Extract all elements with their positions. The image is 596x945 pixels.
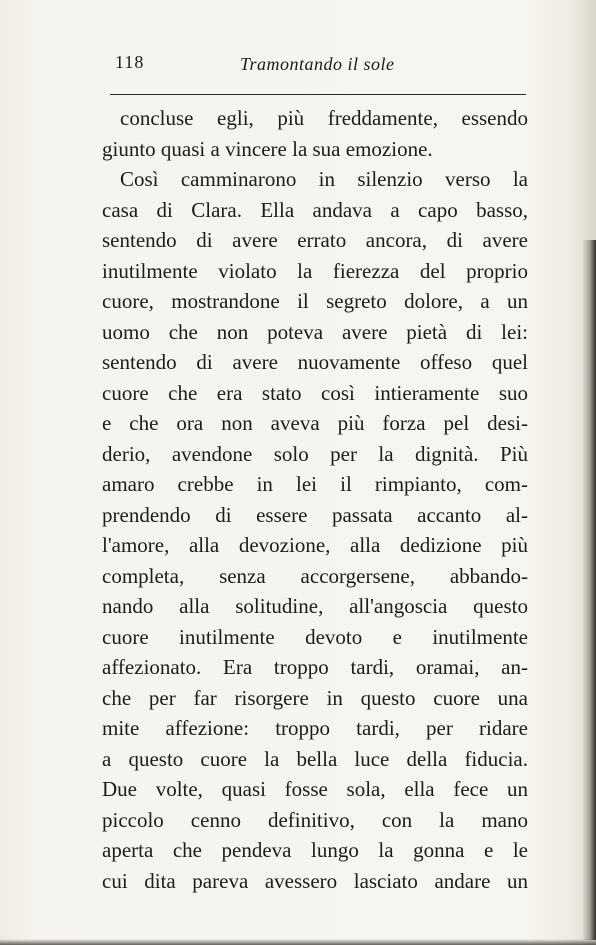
header-rule [110, 94, 526, 95]
text-line: l'amore, alla devozione, alla dedizione più [102, 533, 528, 557]
text-line: uomo che non poteva avere pietà di lei: [102, 319, 528, 344]
text-line: cuore che era stato così intieramente suo [102, 380, 528, 405]
text-line: concluse egli, più freddamente, essendo [120, 106, 528, 130]
text-line: cui dita pareva avessero lasciato andare un [102, 868, 528, 893]
text-line: mite affezione: troppo tardi, per ridare [102, 716, 528, 740]
text-line: cuore, mostrandone il segreto dolore, a un [102, 289, 528, 313]
page-bottom-shadow [0, 939, 596, 945]
text-line: affezionato. Era troppo tardi, oramai, an- [102, 655, 528, 679]
text-line: giunto quasi a vincere la sua emozione. [102, 136, 433, 161]
text-line: aperta che pendeva lungo la gonna e le [102, 838, 528, 862]
page-header [110, 52, 528, 78]
body-text [102, 103, 528, 896]
text-line: derio, avendone solo per la dignità. Più [102, 441, 528, 466]
text-line: che per far risorgere in questo cuore una [102, 685, 528, 710]
text-line: Così camminarono in silenzio verso la [120, 167, 528, 191]
text-line: sentendo di avere nuovamente offeso quel [102, 350, 528, 374]
text-line: amaro crebbe in lei il rimpianto, com- [102, 472, 528, 496]
running-title: Tramontando il sole [240, 54, 395, 74]
text-line: cuore inutilmente devoto e inutilmente [102, 624, 528, 649]
text-line: e che ora non aveva più forza pel desi- [102, 411, 528, 435]
text-line: sentendo di avere errato ancora, di avere [102, 228, 528, 252]
page-number: 118 [115, 52, 145, 72]
page-edge-shadow [582, 240, 596, 940]
text-line: casa di Clara. Ella andava a capo basso, [102, 197, 528, 222]
text-line: Due volte, quasi fosse sola, ella fece un [102, 777, 528, 801]
text-line: inutilmente violato la fierezza del proprio [102, 258, 528, 283]
text-line: piccolo cenno definitivo, con la mano [102, 807, 528, 832]
text-line: completa, senza accorgersene, abbando- [102, 563, 528, 588]
text-line: a questo cuore la bella luce della fiducia. [102, 746, 528, 771]
text-line: nando alla solitudine, all'angoscia questo [102, 594, 528, 618]
text-line: prendendo di essere passata accanto al- [102, 502, 528, 527]
